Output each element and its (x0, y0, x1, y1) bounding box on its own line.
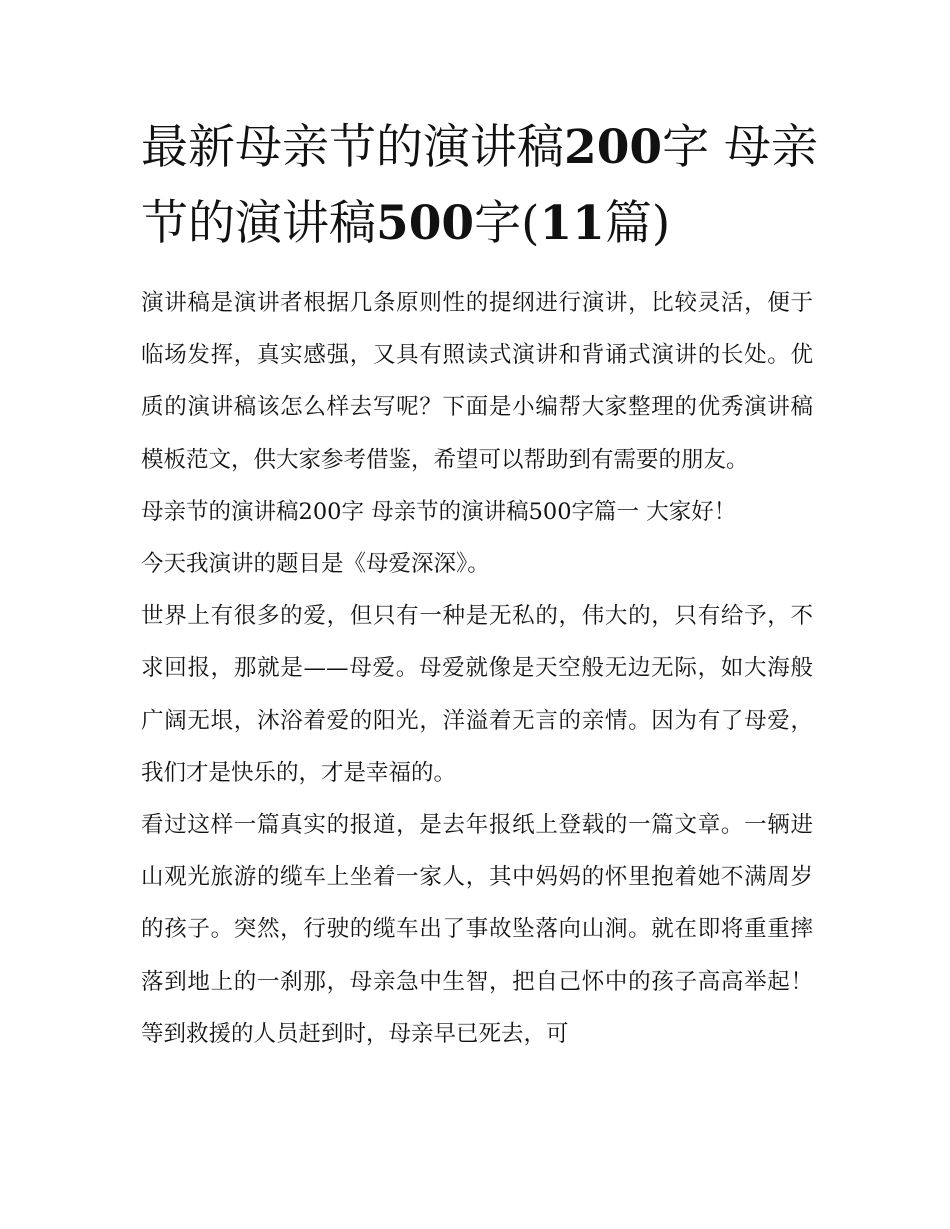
title-number-500: 500 (376, 196, 475, 251)
document-title (141, 110, 821, 262)
title-number-11: 11 (539, 196, 605, 251)
section-heading-paragraph: 母亲节的演讲稿200字 母亲节的演讲稿500字篇一 大家好！ (141, 498, 737, 525)
news-story-paragraph: 看过这样一篇真实的报道，是去年报纸上登载的一篇文章。一辆进山观光旅游的缆车上坐着一家人，其中妈妈的怀里抱着她不满周岁的孩子。突然，行驶的缆车出了事故坠落向山涧。就在即将重重摔落到地上的一刹那，母亲急中生智，把自己怀中的孩子高高举起！等到救援的人员赶到时，母亲早已死去，可 (141, 812, 813, 1047)
speech-topic-paragraph: 今天我演讲的题目是《母爱深深》。 (141, 551, 490, 578)
intro-paragraph: 演讲稿是演讲者根据几条原则性的提纲进行演讲，比较灵活，便于临场发挥，真实感强，又具有照读式演讲和背诵式演讲的长处。优质的演讲稿该怎么样去写呢？下面是小编帮大家整理的优秀演讲稿模板范文，供大家参考借鉴，希望可以帮助到有需要的朋友。 (141, 290, 813, 473)
title-number-200: 200 (564, 120, 663, 175)
title-text-4: 篇) (604, 196, 671, 251)
title-text-3: 字( (474, 196, 540, 251)
mother-love-paragraph: 世界上有很多的爱，但只有一种是无私的，伟大的，只有给予，不求回报，那就是——母爱。母爱就像是天空般无边无际，如大海般广阔无垠，沐浴着爱的阳光，洋溢着无言的亲情。因为有了母爱，我们才是快乐的，才是幸福的。 (141, 603, 813, 786)
title-text-2: 字 母亲节的演讲稿 (141, 120, 819, 251)
document-body (141, 277, 813, 1060)
title-text-1: 最新母亲节的演讲稿 (141, 120, 564, 175)
